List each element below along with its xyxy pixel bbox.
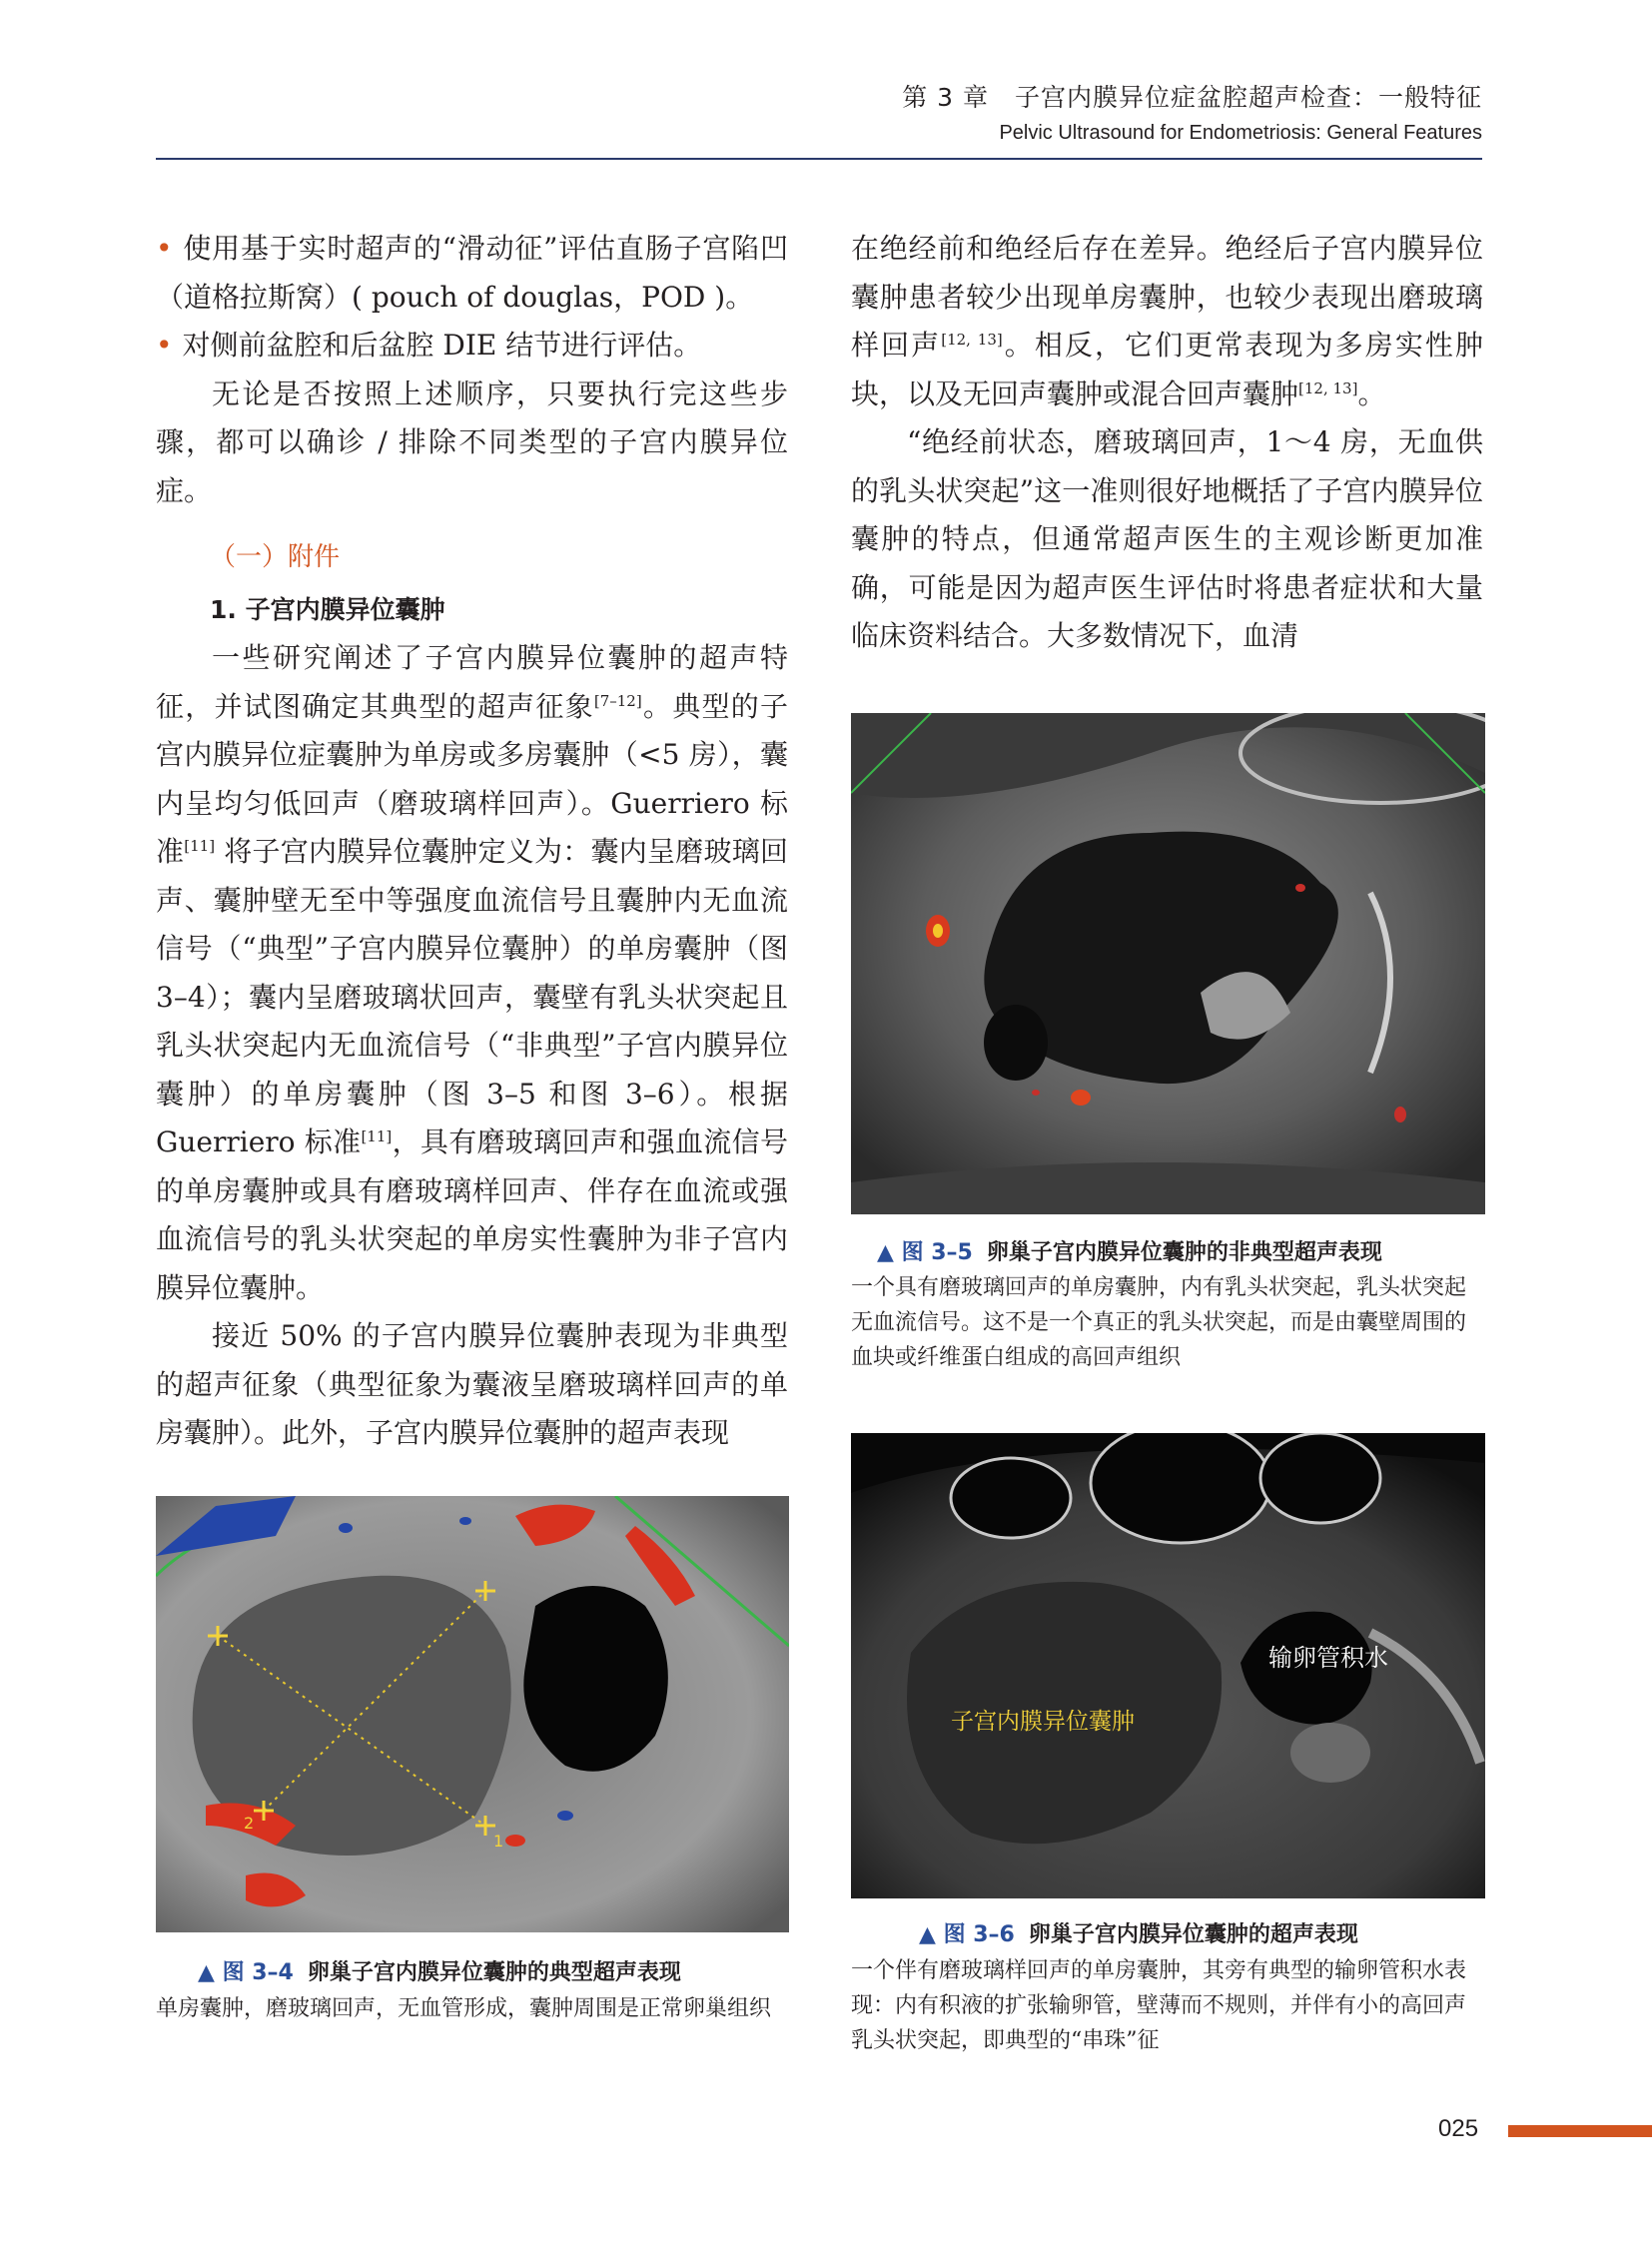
figure-3-4-caption: 单房囊肿，磨玻璃回声，无血管形成，囊肿周围是正常卵巢组织 xyxy=(156,1996,772,2021)
right-column xyxy=(851,225,1483,661)
figure-3-5-title: ▲ 图 3–5 卵巢子宫内膜异位囊肿的非典型超声表现 xyxy=(877,1240,1382,1265)
figure-3-6-caption: 一个伴有磨玻璃样回声的单房囊肿，其旁有典型的输卵管积水表现：内有积液的扩张输卵管，壁薄而不规则，并伴有小的高回声乳头状突起，即典型的“串珠”征 xyxy=(851,1958,1467,2053)
chapter-title-en: Pelvic Ultrasound for Endometriosis: General Features xyxy=(999,122,1482,144)
caliper-marker-2: 2 xyxy=(244,1814,255,1833)
triangle-icon: ▲ xyxy=(919,1922,936,1947)
running-header xyxy=(902,78,1482,145)
left-column xyxy=(156,225,788,1458)
figure-3-4-title: ▲ 图 3–4 卵巢子宫内膜异位囊肿的典型超声表现 xyxy=(198,1960,681,1985)
citation: [12, 13] xyxy=(1298,378,1358,397)
label-hydrosalpinx: 输卵管积水 xyxy=(1268,1644,1388,1672)
figure-3-6-title: ▲ 图 3–6 卵巢子宫内膜异位囊肿的超声表现 xyxy=(919,1922,1358,1947)
bullet-dot: • xyxy=(156,232,173,265)
bullet-item-1: • 使用基于实时超声的“滑动征”评估直肠子宫陷凹（道格拉斯窝）( pouch of douglas，POD )。 xyxy=(156,232,788,314)
subsection-heading: 1. 子宫内膜异位囊肿 xyxy=(210,594,445,624)
paragraph: 在绝经前和绝经后存在差异。绝经后子宫内膜异位囊肿患者较少出现单房囊肿，也较少表现出磨玻璃样回声[12, 13]。相反，它们更常表现为多房实性肿块，以及无回声囊肿或混合回声囊肿[12, 13]。 xyxy=(851,232,1483,410)
figure-3-6-image xyxy=(851,1433,1485,1898)
chapter-title-zh: 第 3 章 子宫内膜异位症盆腔超声检查：一般特征 xyxy=(902,83,1482,112)
bullet-dot: • xyxy=(156,329,173,362)
figure-3-5-image xyxy=(851,713,1485,1214)
triangle-icon: ▲ xyxy=(877,1240,894,1265)
label-endometrioma: 子宫内膜异位囊肿 xyxy=(951,1709,1135,1735)
caliper-marker-1: 1 xyxy=(493,1832,504,1851)
triangle-icon: ▲ xyxy=(198,1960,215,1985)
paragraph: 接近 50% 的子宫内膜异位囊肿表现为非典型的超声征象（典型征象为囊液呈磨玻璃样回声的单房囊肿）。此外，子宫内膜异位囊肿的超声表现 xyxy=(156,1319,788,1449)
page-number: 025 xyxy=(1438,2115,1479,2142)
bullet-item-2: • 对侧前盆腔和后盆腔 DIE 结节进行评估。 xyxy=(156,329,702,362)
page-bar xyxy=(1508,2125,1652,2137)
figure-3-5-caption: 一个具有磨玻璃回声的单房囊肿，内有乳头状突起，乳头状突起无血流信号。这不是一个真正的乳头状突起，而是由囊壁周围的血块或纤维蛋白组成的高回声组织 xyxy=(851,1275,1467,1370)
citation: [7–12] xyxy=(593,691,642,710)
figure-3-4-image xyxy=(156,1496,789,1932)
citation: [12, 13] xyxy=(941,331,1003,349)
paragraph: “绝经前状态，磨玻璃回声，1～4 房，无血供的乳头状突起”这一准则很好地概括了子宫内膜异位囊肿的特点，但通常超声医生的主观诊断更加准确，可能是因为超声医生评估时将患者症状和大量临床资料结合。大多数情况下，血清 xyxy=(851,425,1483,652)
section-heading: （一）附件 xyxy=(210,542,341,572)
citation: [11] xyxy=(361,1127,393,1145)
paragraph: 一些研究阐述了子宫内膜异位囊肿的超声特征，并试图确定其典型的超声征象[7–12]。典型的子宫内膜异位症囊肿为单房或多房囊肿（<5 房），囊内呈均匀低回声（磨玻璃样回声）。Guerriero 标准[11] 将子宫内膜异位囊肿定义为：囊内呈磨玻璃回声、囊肿壁无至中等强度血流信号且囊肿内无血流信号（“典型”子宫内膜异位囊肿）的单房囊肿（图 3–4）；囊内呈磨玻璃状回声，囊壁有乳头状突起且乳头状突起内无血流信号（“非典型”子宫内膜异位囊肿）的单房囊肿（图 3–5 和图 3–6）。根据 Guerriero 标准[11]，具有磨玻璃回声和强血流信号的单房囊肿或具有磨玻璃样回声、伴存在血流或强血流信号的乳头状突起的单房实性囊肿为非子宫内膜异位囊肿。 xyxy=(156,641,788,1304)
citation: [11] xyxy=(184,837,216,855)
paragraph: 无论是否按照上述顺序，只要执行完这些步骤，都可以确诊 / 排除不同类型的子宫内膜异位症。 xyxy=(156,376,788,507)
header-rule xyxy=(156,158,1482,160)
